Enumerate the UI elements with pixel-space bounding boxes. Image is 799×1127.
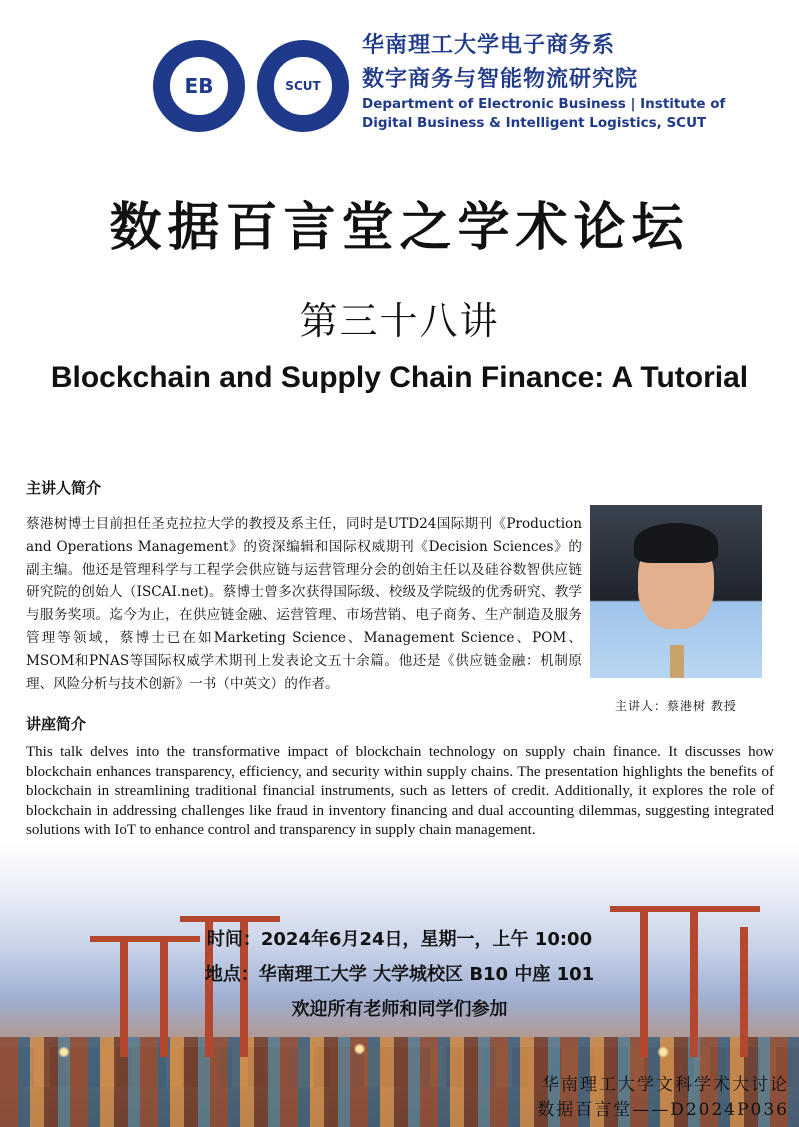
header-cn-line2: 数字商务与智能物流研究院 bbox=[362, 67, 639, 92]
abstract-heading: 讲座简介 bbox=[26, 715, 87, 733]
speaker-hair bbox=[634, 523, 718, 563]
speaker-bio: 蔡港树博士目前担任圣克拉拉大学的教授及系主任，同时是UTD24国际期刊《Production and Operations Management》的资深编辑和国际权威期刊《Decision Sciences》的副主编。他还是管理科学与工程学会供应链与运营管理分会的创始主任以及硅谷数智供应链研究院的创始人（ISCAI.net)。蔡博士曾多次获得国际级、校级及学院级的优秀研究、教学与服务奖项。迄今为止，在供应链金融、运营管理、市场营销、电子商务、生产制造及服务管理等领域，蔡博士已在如Marketing Science、Management Science、POM、MSOM和PNAS等国际权威学术期刊上发表论文五十余篇。他还是《供应链金融：机制原理、风险分析与技术创新》一书（中英文）的作者。 bbox=[26, 516, 582, 692]
header-en-line1: Department of Electronic Business | Institute of bbox=[362, 96, 726, 112]
event-welcome: 欢迎所有老师和同学们参加 bbox=[291, 999, 508, 1020]
footer-line2: 数据百言堂——D2024P036 bbox=[537, 1100, 789, 1120]
speaker-photo bbox=[590, 505, 762, 678]
department-logo bbox=[153, 40, 245, 132]
abstract-text: This talk delves into the transformative impact of blockchain technology on supply chain finance. It discusses how blockchain enhances transparency, efficiency, and security within supply chains. The presentation highlights the benefits of blockchain in streamlining traditional financial instruments, such as letters of credit. Additionally, it explores the role of blockchain in addressing challenges like fraud in inventory financing and dual accounting dilemmas, suggesting integrated solutions with IoT to enhance control and transparency in supply chain management. bbox=[26, 744, 774, 838]
photo-caption: 主讲人：蔡港树 教授 bbox=[615, 699, 737, 713]
footer-line1: 华南理工大学文科学术大讨论 bbox=[542, 1075, 789, 1095]
event-place: 地点：华南理工大学 大学城校区 B10 中座 101 bbox=[204, 964, 595, 985]
institute-logo bbox=[257, 40, 349, 132]
crane-beam bbox=[610, 906, 760, 912]
speaker-tie bbox=[670, 645, 684, 678]
header-en-line2: Digital Business & Intelligent Logistics, SCUT bbox=[362, 115, 707, 131]
speaker-heading: 主讲人简介 bbox=[26, 479, 102, 497]
header-cn-line1: 华南理工大学电子商务系 bbox=[362, 33, 616, 58]
lecture-number: 第三十八讲 bbox=[299, 299, 500, 343]
institution-header bbox=[362, 28, 725, 131]
event-time: 时间：2024年6月24日，星期一，上午 10:00 bbox=[206, 929, 593, 950]
forum-title: 数据百言堂之学术论坛 bbox=[109, 197, 690, 258]
crane-beam bbox=[180, 916, 280, 922]
department-logo-mark: EB bbox=[170, 57, 227, 114]
institute-logo-mark: SCUT bbox=[274, 57, 331, 114]
talk-title: Blockchain and Supply Chain Finance: A Tutorial bbox=[50, 361, 749, 394]
